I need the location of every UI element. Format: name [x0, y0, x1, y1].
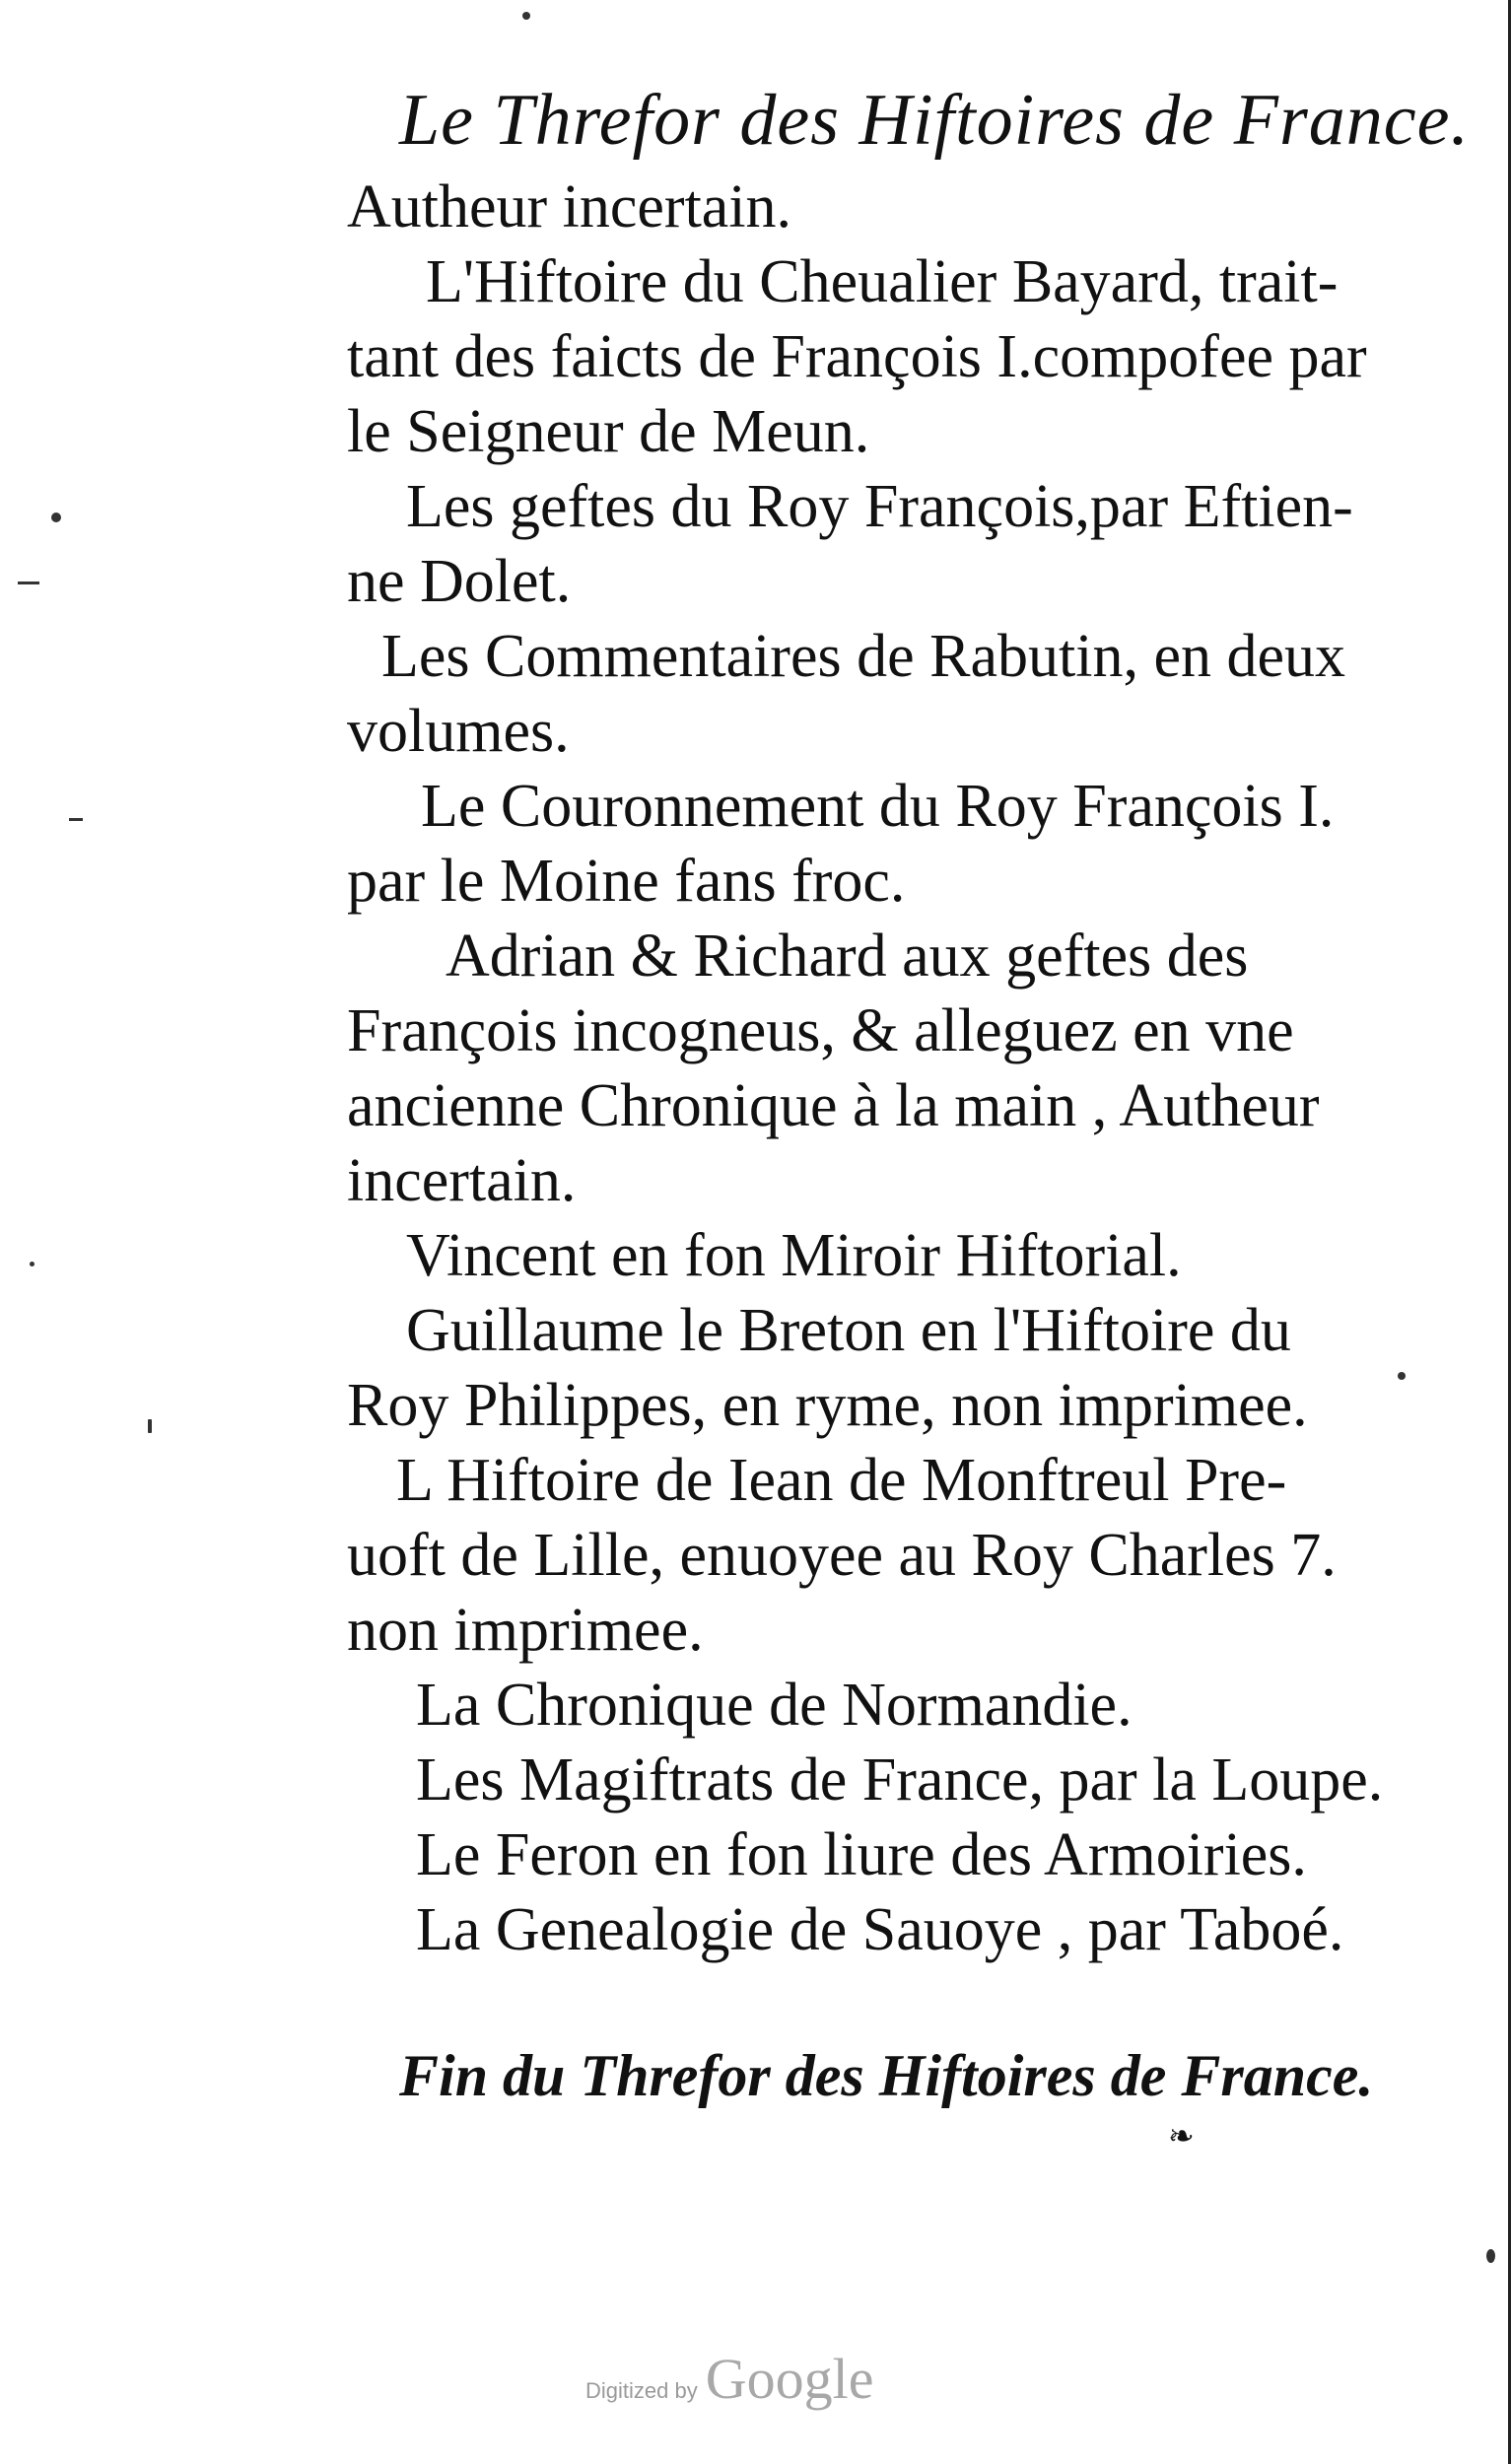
running-header: Le Threfor des Hiftoires de France.	[399, 80, 1470, 161]
list-line: François incogneus, & alleguez en vne	[347, 997, 1294, 1064]
list-line: Le Feron en fon liure des Armoiries.	[416, 1821, 1307, 1888]
watermark-prefix: Digitized by	[585, 2378, 698, 2403]
list-line: Les Commentaires de Rabutin, en deux	[381, 623, 1345, 690]
list-line: Adrian & Richard aux geftes des	[446, 923, 1249, 990]
list-line: uoft de Lille, enuoyee au Roy Charles 7.	[347, 1522, 1337, 1589]
list-line: La Genealogie de Sauoye , par Taboé.	[416, 1896, 1344, 1963]
scan-speck	[69, 818, 83, 821]
scan-speck	[522, 12, 530, 20]
list-line: La Chronique de Normandie.	[416, 1672, 1133, 1739]
google-logo-text: Google	[705, 2347, 874, 2411]
list-line: par le Moine fans froc.	[347, 848, 906, 915]
list-line: Les Magiftrats de France, par la Loupe.	[416, 1746, 1384, 1814]
scan-speck	[51, 513, 61, 522]
scan-speck	[1398, 1372, 1406, 1380]
list-line: Vincent en fon Miroir Hiftorial.	[406, 1222, 1182, 1289]
list-line: non imprimee.	[347, 1597, 704, 1664]
list-line: Guillaume le Breton en l'Hiftoire du	[406, 1297, 1291, 1364]
scan-speck	[148, 1419, 152, 1433]
list-line: Autheur incertain.	[347, 173, 792, 240]
list-line: incertain.	[347, 1147, 577, 1214]
list-line: ancienne Chronique à la main , Autheur	[347, 1072, 1320, 1139]
list-line: L Hiftoire de Iean de Monftreul Pre-	[396, 1447, 1287, 1514]
scan-speck	[18, 582, 39, 584]
list-line: Les geftes du Roy François,par Eftien-	[406, 473, 1353, 540]
end-of-section-line: Fin du Threfor des Hiftoires de France.	[399, 2043, 1374, 2108]
scan-speck	[30, 1262, 34, 1266]
printer-ornament: ❧	[1168, 2117, 1195, 2155]
list-line: Le Couronnement du Roy François I.	[421, 773, 1335, 840]
list-line: tant des faicts de François I.compofee par	[347, 323, 1367, 390]
list-line: L'Hiftoire du Cheualier Bayard, trait-	[426, 248, 1339, 315]
list-line: ne Dolet.	[347, 548, 572, 615]
list-line: volumes.	[347, 698, 570, 765]
list-line: le Seigneur de Meun.	[347, 398, 870, 465]
scan-speck	[1486, 2249, 1495, 2263]
list-line: Roy Philippes, en ryme, non imprimee.	[347, 1372, 1308, 1439]
digitization-watermark	[585, 2346, 873, 2412]
